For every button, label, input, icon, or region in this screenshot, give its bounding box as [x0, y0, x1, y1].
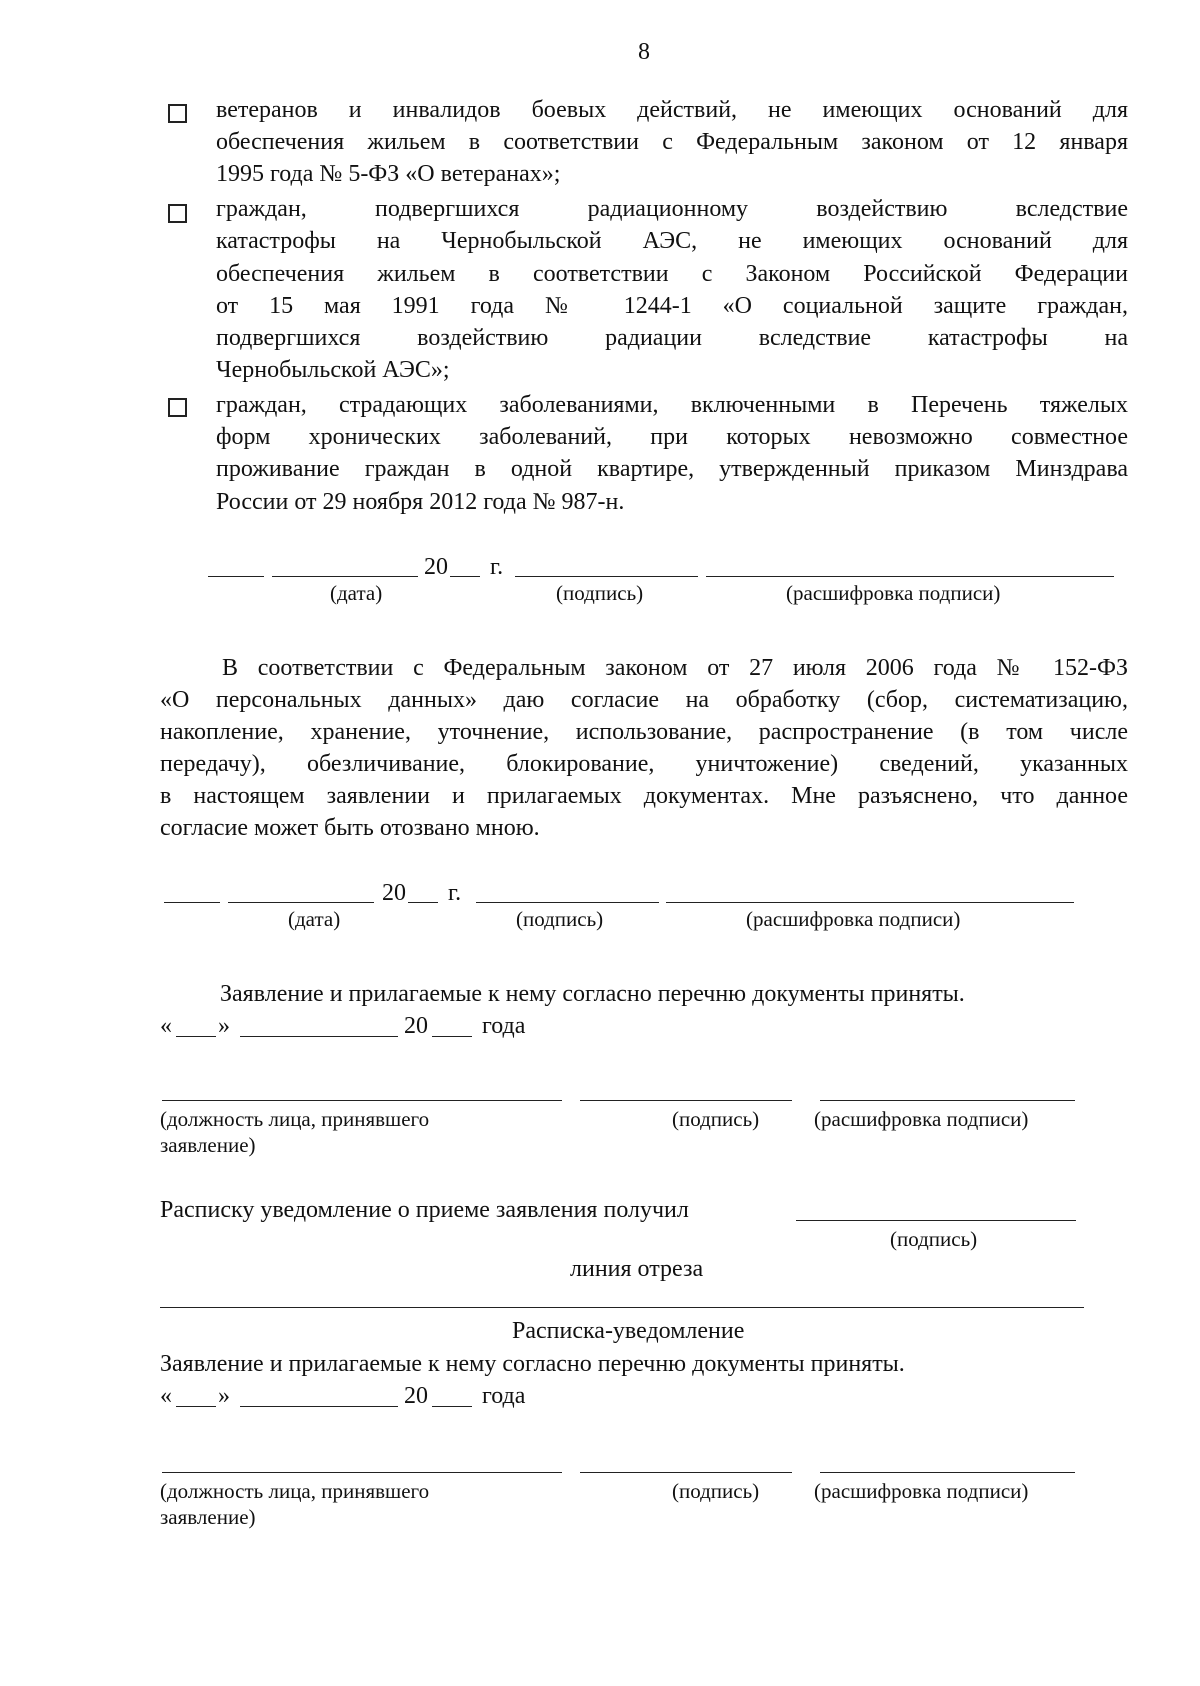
decoding-line-1[interactable] [706, 576, 1114, 577]
item-diseases-line-4: России от 29 ноября 2012 года № 987-н. [216, 489, 625, 515]
accept-decoding-label-2: (расшифровка подписи) [814, 1479, 1029, 1503]
consent-line-2: «О персональных данных» даю согласие на обработку (сбор, систематизацию, [160, 687, 1128, 713]
quote-open-1: « [160, 1013, 172, 1039]
date-year-line-1[interactable] [450, 576, 480, 577]
year-prefix-2: 20 [382, 880, 406, 906]
position-line-1[interactable] [162, 1100, 562, 1101]
item-chernobyl-line-5: подвергшихся воздействию радиации вследствие катастрофы на [216, 325, 1128, 351]
item-veterans-line-3: 1995 года № 5-ФЗ «О ветеранах»; [216, 161, 561, 187]
position-label-1-line-2: заявление) [160, 1133, 256, 1157]
year-prefix-1: 20 [424, 554, 448, 580]
accept-year-line-2[interactable] [432, 1406, 472, 1407]
acceptance-text-1: Заявление и прилагаемые к нему согласно перечню документы приняты. [220, 981, 965, 1007]
accept-year-prefix-2: 20 [404, 1383, 428, 1409]
consent-line-1: В соответствии с Федеральным законом от 27 июля 2006 года № 152-ФЗ [222, 655, 1128, 681]
signature-line-2[interactable] [476, 902, 659, 903]
item-diseases-line-3: проживание граждан в одной квартире, утвержденный приказом Минздрава [216, 456, 1128, 482]
signature-line-1[interactable] [515, 576, 698, 577]
accept-decoding-line-1[interactable] [820, 1100, 1075, 1101]
item-diseases-line-2: форм хронических заболеваний, при которых невозможно совместное [216, 424, 1128, 450]
item-chernobyl-line-2: катастрофы на Чернобыльской АЭС, не имеющих оснований для [216, 228, 1128, 254]
item-diseases-line-1: граждан, страдающих заболеваниями, включенными в Перечень тяжелых [216, 392, 1128, 418]
accept-month-line-1[interactable] [240, 1036, 398, 1037]
date-year-line-2[interactable] [408, 902, 438, 903]
receipt-title: Расписка-уведомление [512, 1318, 745, 1344]
item-chernobyl-line-1: граждан, подвергшихся радиационному воздействию вследствие [216, 196, 1128, 222]
position-label-2-line-1: (должность лица, принявшего [160, 1479, 430, 1503]
accept-month-line-2[interactable] [240, 1406, 398, 1407]
accept-year-line-1[interactable] [432, 1036, 472, 1037]
year-suffix-2: г. [448, 880, 462, 906]
decoding-label-2: (расшифровка подписи) [746, 907, 961, 931]
accept-decoding-line-2[interactable] [820, 1472, 1075, 1473]
signature-label-1: (подпись) [556, 581, 644, 605]
consent-line-5: в настоящем заявлении и прилагаемых документах. Мне разъяснено, что данное [160, 783, 1128, 809]
quote-close-1: » [218, 1013, 230, 1039]
item-chernobyl-line-3: обеспечения жильем в соответствии с Законом Российской Федерации [216, 261, 1128, 287]
date-month-line-2[interactable] [228, 902, 374, 903]
date-label-1: (дата) [330, 581, 383, 605]
item-chernobyl-line-6: Чернобыльской АЭС»; [216, 357, 450, 383]
accept-signature-label-2: (подпись) [672, 1479, 760, 1503]
checkbox-veterans[interactable] [168, 104, 187, 123]
cut-line-label: линия отреза [570, 1256, 704, 1282]
date-label-2: (дата) [288, 907, 341, 931]
position-label-2-line-2: заявление) [160, 1505, 256, 1529]
position-label-1-line-1: (должность лица, принявшего [160, 1107, 430, 1131]
date-day-line-1[interactable] [208, 576, 264, 577]
accept-decoding-label-1: (расшифровка подписи) [814, 1107, 1029, 1131]
accept-signature-line-2[interactable] [580, 1472, 792, 1473]
position-line-2[interactable] [162, 1472, 562, 1473]
cut-line [160, 1307, 1084, 1308]
date-month-line-1[interactable] [272, 576, 418, 577]
item-veterans-line-2: обеспечения жильем в соответствии с Федеральным законом от 12 января [216, 129, 1128, 155]
quote-close-2: » [218, 1383, 230, 1409]
receipt-signature-label: (подпись) [890, 1227, 978, 1251]
consent-line-3: накопление, хранение, уточнение, использование, распространение (в том числе [160, 719, 1128, 745]
signature-label-2: (подпись) [516, 907, 604, 931]
date-day-line-2[interactable] [164, 902, 220, 903]
year-suffix-1: г. [490, 554, 504, 580]
consent-line-6: согласие может быть отозвано мною. [160, 815, 540, 841]
quote-open-2: « [160, 1383, 172, 1409]
acceptance-text-2: Заявление и прилагаемые к нему согласно перечню документы приняты. [160, 1351, 905, 1377]
item-veterans-line-1: ветеранов и инвалидов боевых действий, не имеющих оснований для [216, 97, 1128, 123]
accept-year-prefix-1: 20 [404, 1013, 428, 1039]
accept-year-word-1: года [482, 1013, 526, 1039]
accept-day-line-2[interactable] [176, 1406, 216, 1407]
checkbox-chronic-diseases[interactable] [168, 398, 187, 417]
decoding-label-1: (расшифровка подписи) [786, 581, 1001, 605]
decoding-line-2[interactable] [666, 902, 1074, 903]
accept-year-word-2: года [482, 1383, 526, 1409]
accept-signature-line-1[interactable] [580, 1100, 792, 1101]
accept-day-line-1[interactable] [176, 1036, 216, 1037]
consent-line-4: передачу), обезличивание, блокирование, уничтожение) сведений, указанных [160, 751, 1128, 777]
checkbox-chernobyl[interactable] [168, 204, 187, 223]
receipt-notice-text: Расписку уведомление о приеме заявления получил [160, 1197, 689, 1223]
accept-signature-label-1: (подпись) [672, 1107, 760, 1131]
receipt-signature-line[interactable] [796, 1220, 1076, 1221]
page-number: 8 [638, 39, 650, 65]
item-chernobyl-line-4: от 15 мая 1991 года № 1244-1 «О социальной защите граждан, [216, 293, 1128, 319]
